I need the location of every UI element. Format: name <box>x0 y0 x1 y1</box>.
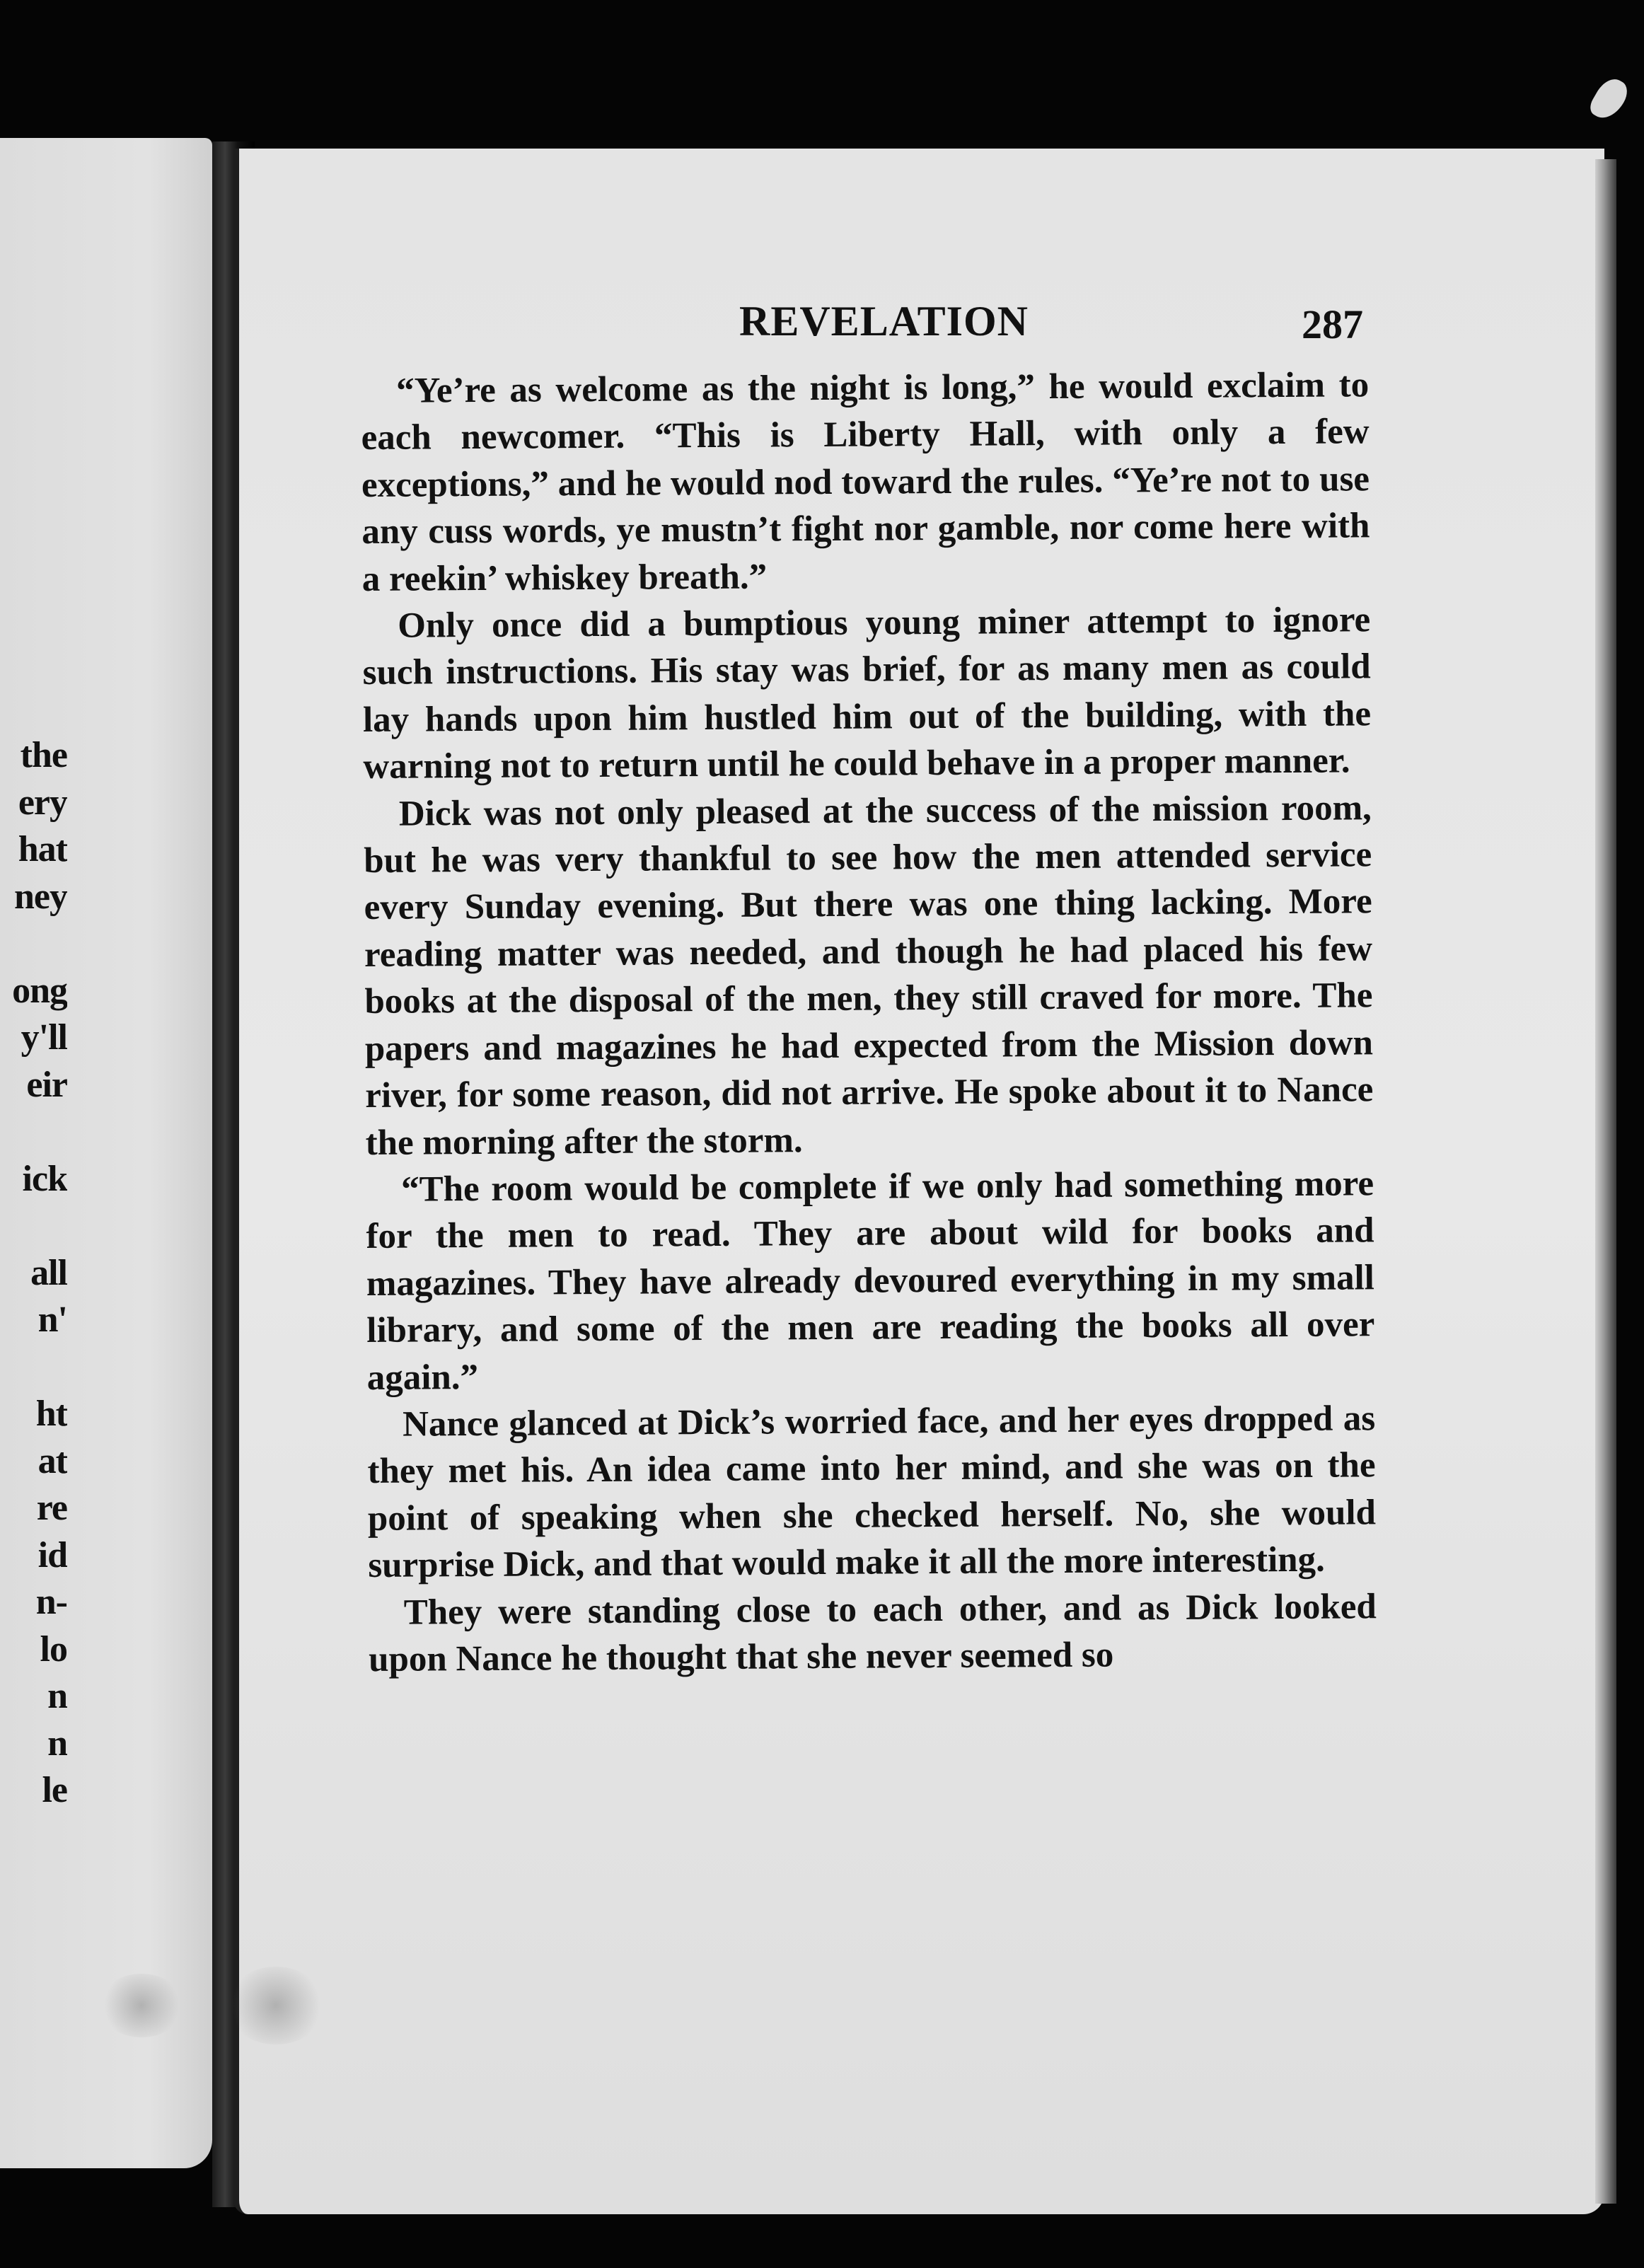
running-head-title: REVELATION <box>739 298 1029 345</box>
left-fragment: n <box>47 1723 67 1764</box>
left-fragment: ht <box>35 1394 67 1434</box>
smudge-mark <box>226 1967 325 2044</box>
left-fragment <box>0 1203 67 1250</box>
left-fragment: ick <box>22 1158 67 1199</box>
left-fragment: eir <box>26 1064 67 1105</box>
paragraph: Dick was not only pleased at the success of the mission room, but he was very thankful to see how the men attended service every Sunday evening. But there was one thing lacking. More reading matter was needed, and though he had placed his few books at the disposal of the men, they still craved for more. The papers and magazines he had expected from the Mission down river, for some reason, did not arrive. He spoke about it to Nance the morning after the storm. <box>364 787 1374 1163</box>
left-fragment: ong <box>12 970 67 1011</box>
left-fragment: le <box>42 1770 67 1810</box>
left-fragment: ery <box>18 782 67 823</box>
paragraph: “The room would be complete if we only had something more for the men to read. They are about wild for books and magazines. They have already devoured everything in my small library, and some of the men are reading the books all over again.” <box>366 1164 1375 1398</box>
left-fragment: ney <box>14 876 67 917</box>
left-fragment: y'll <box>21 1017 67 1058</box>
left-fragment: lo <box>40 1628 67 1670</box>
left-fragment: n <box>47 1676 67 1716</box>
left-fragment: all <box>30 1252 67 1293</box>
paragraph: They were standing close to each other, and as Dick looked upon Nance he thought that she never seemed so <box>368 1586 1377 1679</box>
body-text <box>361 361 1377 1683</box>
left-fragment: re <box>36 1488 67 1528</box>
left-fragment: n- <box>35 1582 67 1622</box>
paragraph: “Ye’re as welcome as the night is long,” he would exclaim to each newcomer. “This is Liberty Hall, with only a few exceptions,” and he would nod toward the rules. “Ye’re not to use any cuss words, ye mustn’t fight nor gamble, nor come here with a reekin’ whiskey breath.” <box>361 365 1370 599</box>
paragraph: Only once did a bumptious young miner attempt to ignore such instructions. His stay was brief, for as many men as could lay hands upon him hustled him out of the building, with the warning not to return until he could behave in a proper manner. <box>362 600 1372 787</box>
left-fragment <box>0 920 67 968</box>
paper-scrap <box>1587 74 1633 125</box>
left-fragment: the <box>20 735 67 775</box>
left-fragment <box>0 1344 67 1392</box>
paragraph: Nance glanced at Dick’s worried face, and her eyes dropped as they met his. An idea came into her mind, and she was on the point of speaking when she checked herself. No, she would surprise Dick, and that would make it all the more interesting. <box>367 1399 1377 1586</box>
smudge-mark <box>99 1974 184 2037</box>
page-number: 287 <box>1302 301 1363 347</box>
left-page-text-fragments <box>0 732 67 1815</box>
left-fragment <box>0 1109 67 1156</box>
left-fragment: hat <box>18 829 67 869</box>
page-edge <box>1595 159 1616 2204</box>
left-fragment: n' <box>37 1300 67 1340</box>
left-fragment: id <box>37 1534 67 1575</box>
left-fragment: at <box>37 1440 67 1481</box>
